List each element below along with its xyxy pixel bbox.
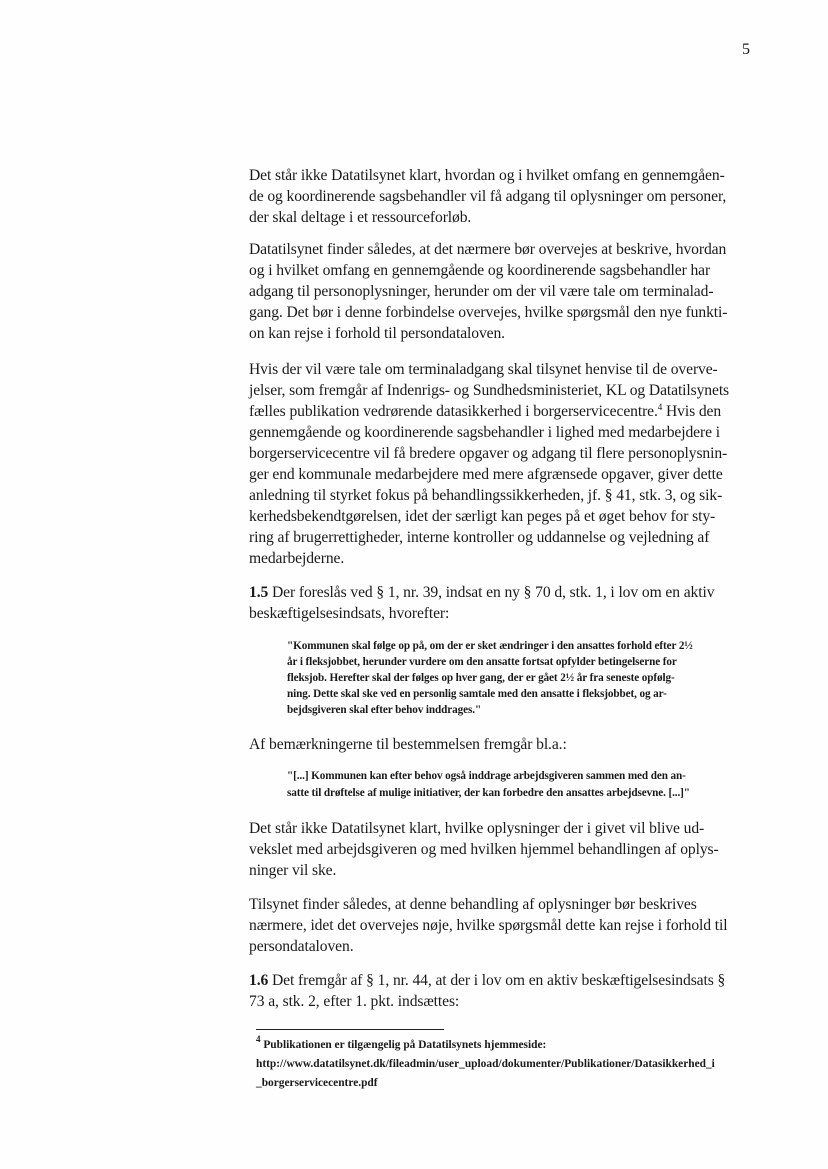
paragraph-4-line: vekslet med arbejdsgiveren og med hvilken hjemmel behandlingen af oplys-: [249, 841, 719, 858]
paragraph-3-line: ger end kommunale medarbejdere med mere afgrænsede opgaver, giver dette: [249, 466, 723, 483]
footnote-link[interactable]: http://www.datatilsynet.dk/fileadmin/user_upload/dokumenter/Publikationer/Datasikkerhed_i: [256, 1058, 715, 1070]
section-text: Der foreslås ved § 1, nr. 39, indsat en ny § 70 d, stk. 1, i lov om en aktiv: [268, 584, 715, 601]
paragraph-3-line: ring af brugerrettigheder, interne kontroller og uddannelse og vejledning af: [249, 529, 710, 546]
section-number: 1.6: [249, 972, 269, 989]
footnote-divider: [256, 1029, 444, 1030]
section-1-5-line: beskæftigelsesindsats, hvorefter:: [249, 605, 450, 622]
paragraph-4-line: Det står ikke Datatilsynet klart, hvilke oplysninger der i givet vil blive ud-: [249, 820, 705, 837]
paragraph-3-text: Hvis den: [662, 403, 722, 420]
paragraph-2-line: on kan rejse i forhold til persondataloven.: [249, 325, 505, 342]
paragraph-2-line: adgang til personoplysninger, herunder om der vil være tale om terminalad-: [249, 283, 714, 300]
paragraph-3-line: [249, 403, 721, 421]
quote-1-line: "Kommunen skal følge op på, om der er sket ændringer i den ansattes forhold efter 2½: [287, 640, 693, 652]
quote-1-line: fleksjob. Herefter skal der følges op hver gang, der er gået 2½ år fra seneste opfølg-: [287, 672, 675, 684]
paragraph-4-line: ninger vil ske.: [249, 862, 337, 879]
paragraph-1-line: der skal deltage i et ressourceforløb.: [249, 209, 472, 226]
footnote-number: 4: [256, 1034, 261, 1044]
paragraph-5-line: nærmere, idet det overvejes nøje, hvilke spørgsmål dette kan rejse i forhold til: [249, 917, 728, 934]
paragraph-3-line: Hvis der vil være tale om terminaladgang skal tilsynet henvise til de overve-: [249, 361, 718, 378]
paragraph-2-line: og i hvilket omfang en gennemgående og koordinerende sagsbehandler har: [249, 262, 711, 279]
section-text: Det fremgår af § 1, nr. 44, at der i lov om en aktiv beskæftigelsesindsats §: [268, 972, 726, 989]
paragraph-2-line: Datatilsynet finder således, at det nærmere bør overvejes at beskrive, hvordan: [249, 241, 727, 258]
paragraph-1-line: de og koordinerende sagsbehandler vil få adgang til oplysninger om personer,: [249, 188, 727, 205]
footnote-text: Publikationen er tilgængelig på Datatilsynets hjemmeside:: [260, 1039, 547, 1051]
paragraph-3-line: medarbejderne.: [249, 550, 345, 567]
paragraph-5-line: persondataloven.: [249, 938, 354, 955]
page-number: 5: [742, 41, 750, 58]
paragraph-3-line: jelser, som fremgår af Indenrigs- og Sundhedsministeriet, KL og Datatilsynets: [249, 382, 730, 399]
paragraph-2-line: gang. Det bør i denne forbindelse overvejes, hvilke spørgsmål den nye funkti-: [249, 304, 728, 321]
quote-1-line: bejdsgiveren skal efter behov inddrages.": [287, 704, 482, 716]
section-1-6-line: 73 a, stk. 2, efter 1. pkt. indsættes:: [249, 993, 460, 1010]
section-1-6-line: [249, 972, 725, 990]
quote-1-line: år i fleksjobbet, herunder vurdere om den ansatte fortsat opfylder betingelserne for: [287, 656, 677, 668]
quote-2-line: "[...] Kommunen kan efter behov også inddrage arbejdsgiveren sammen med den an-: [287, 770, 686, 782]
paragraph-1-line: Det står ikke Datatilsynet klart, hvordan og i hvilket omfang en gennemgåen-: [249, 167, 725, 184]
remarks-intro: Af bemærkningerne til bestemmelsen fremgår bl.a.:: [249, 736, 567, 753]
footnote-reference[interactable]: 4: [657, 402, 663, 412]
footnote-link[interactable]: _borgerservicecentre.pdf: [256, 1077, 378, 1089]
paragraph-3-text: fælles publikation vedrørende datasikkerhed i borgerservicecentre.: [249, 403, 658, 420]
paragraph-3-line: kerhedsbekendtgørelsen, idet der særligt kan peges på et øget behov for sty-: [249, 508, 716, 525]
footnote-line: [256, 1034, 547, 1051]
paragraph-3-line: anledning til styrket fokus på behandlingssikkerheden, jf. § 41, stk. 3, og sik-: [249, 487, 723, 504]
quote-1-line: ning. Dette skal ske ved en personlig samtale med den ansatte i fleksjobbet, og ar-: [287, 688, 667, 700]
paragraph-3-line: borgerservicecentre vil få bredere opgaver og adgang til flere personoplysnin-: [249, 445, 728, 462]
paragraph-3-line: gennemgående og koordinerende sagsbehandler i lighed med medarbejdere i: [249, 424, 720, 441]
quote-2-line: satte til drøftelse af mulige initiativer, der kan forbedre den ansattes arbejdsevne. [...]": [287, 787, 690, 799]
paragraph-5-line: Tilsynet finder således, at denne behandling af oplysninger bør beskrives: [249, 896, 697, 913]
section-number: 1.5: [249, 584, 269, 601]
section-1-5-line: [249, 584, 714, 602]
